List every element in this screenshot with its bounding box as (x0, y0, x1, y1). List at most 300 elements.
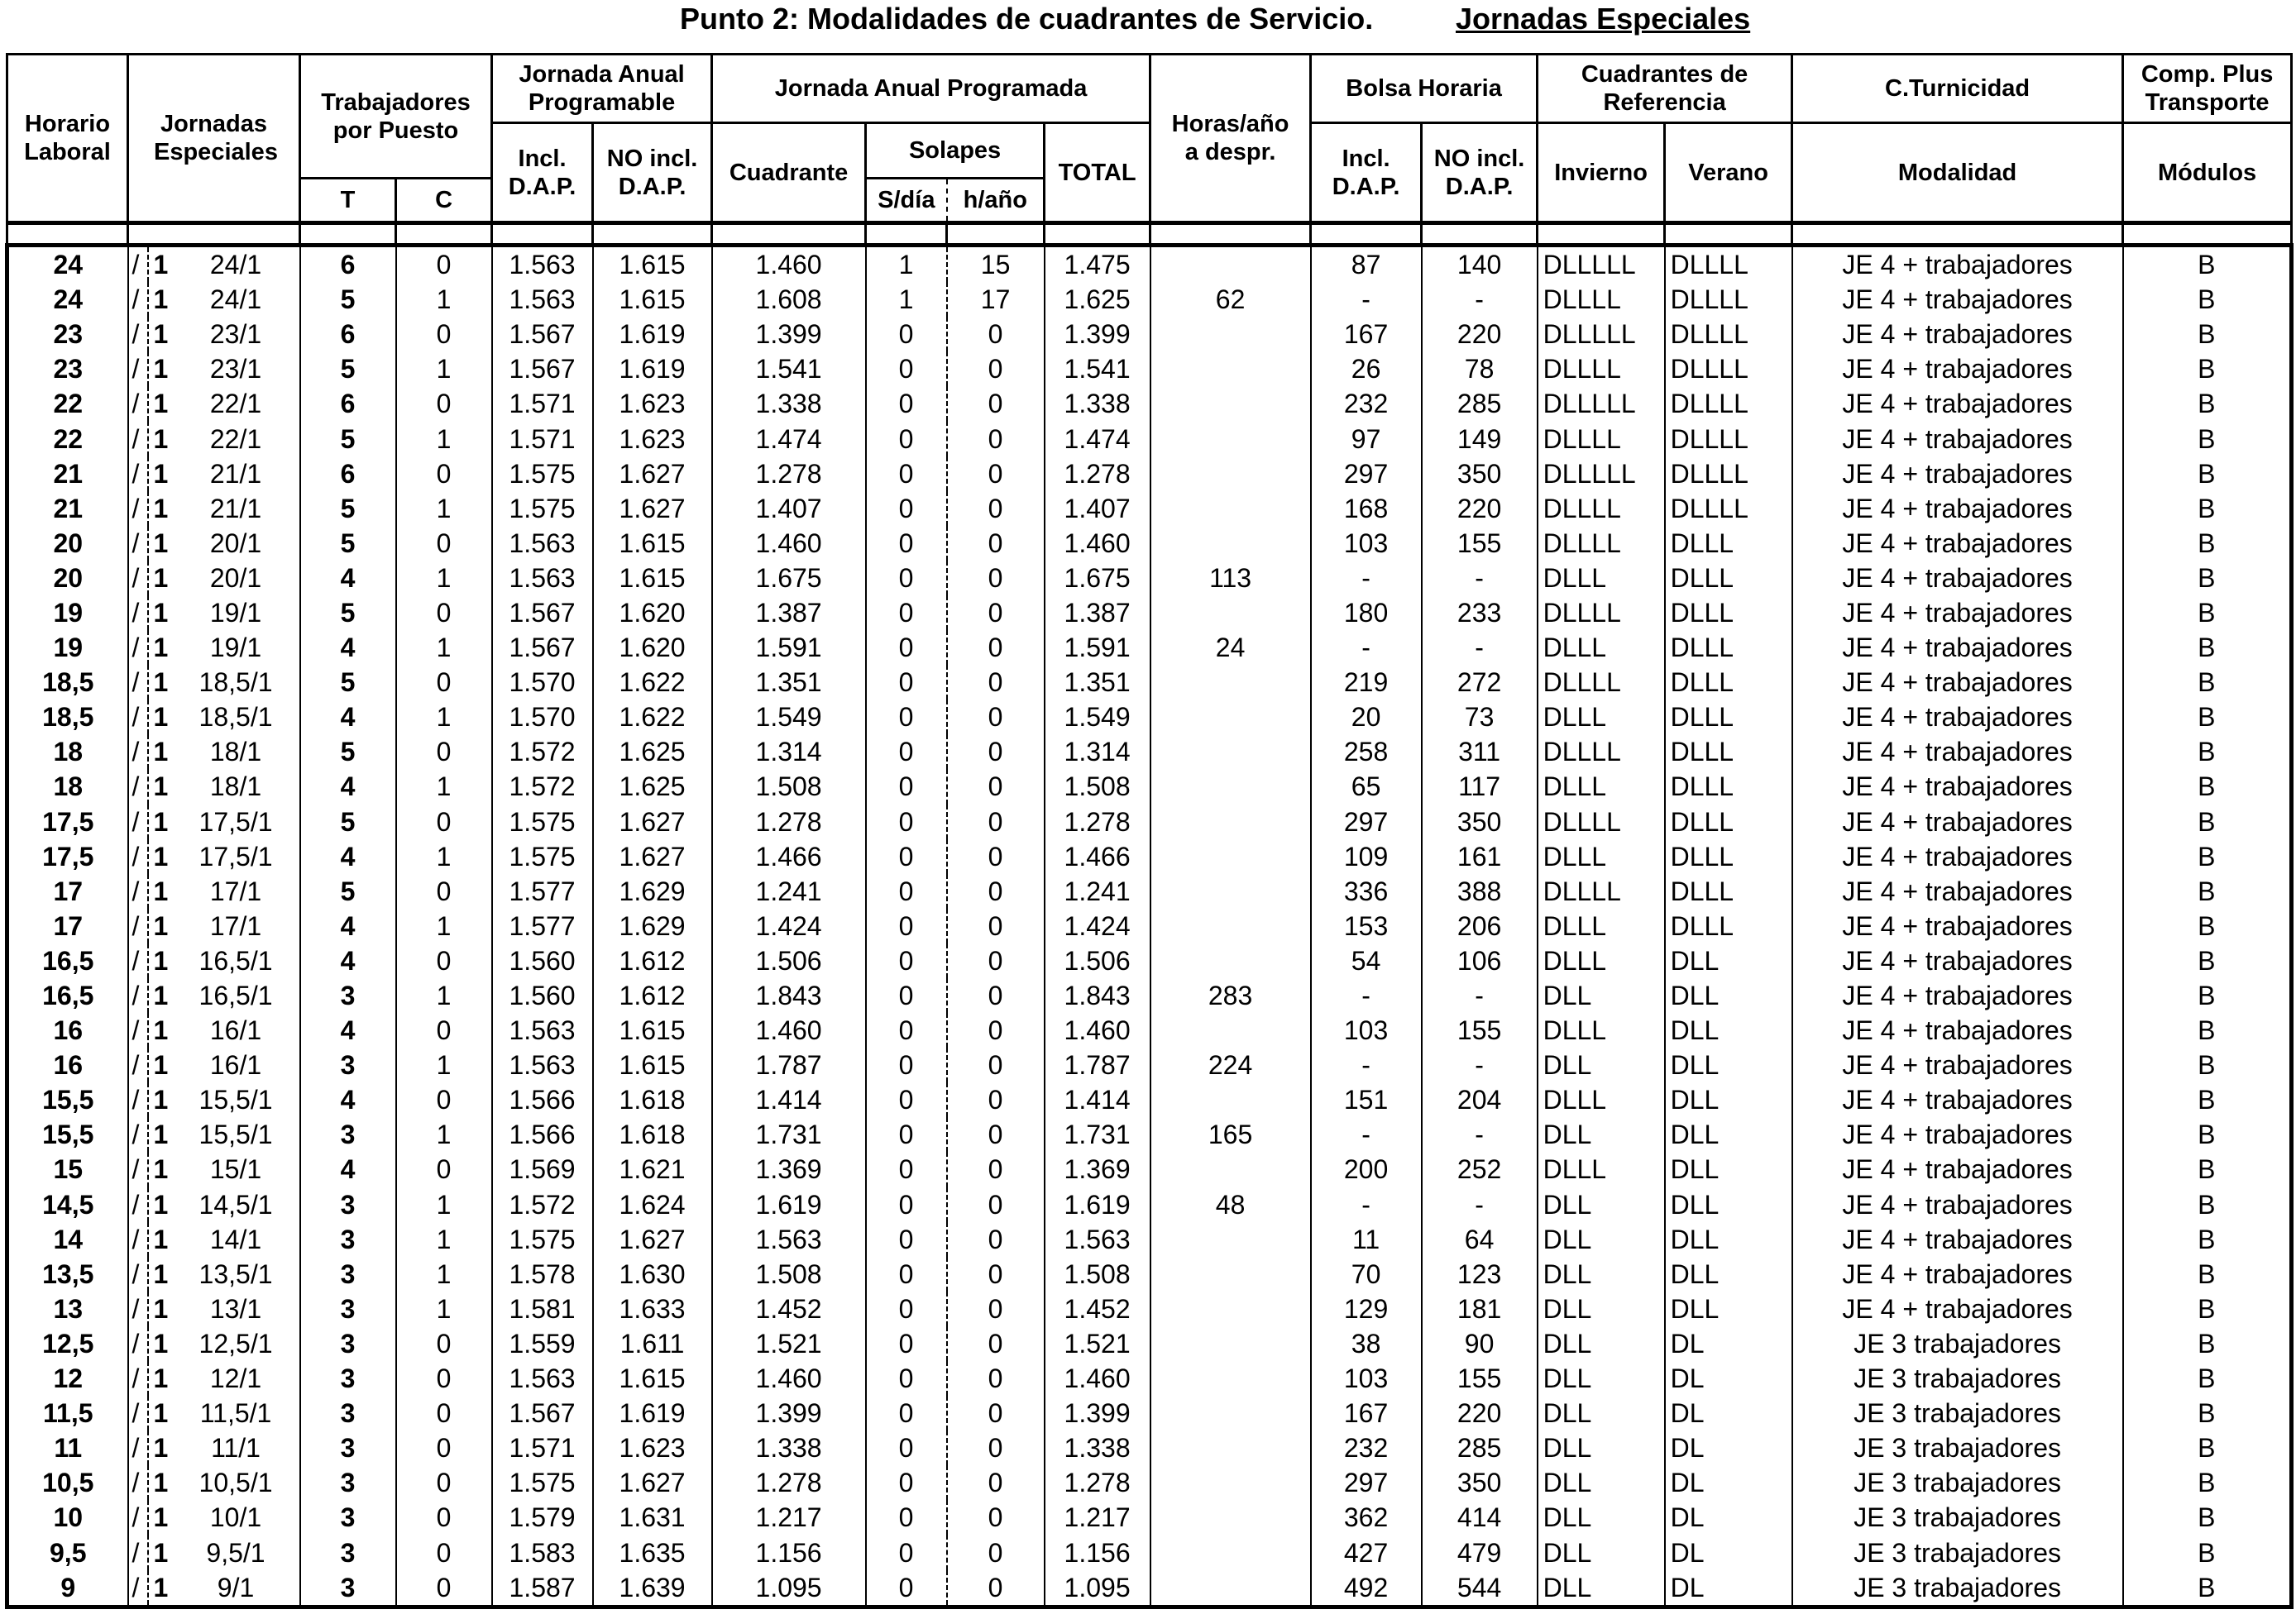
cell-bolsa-no-incl: 123 (1422, 1257, 1538, 1292)
cell-c: 1 (396, 769, 492, 804)
cell-t: 6 (300, 246, 396, 283)
cell-s-dia: 0 (866, 909, 947, 943)
cell-bolsa-no-incl: 64 (1422, 1222, 1538, 1257)
cell-c: 0 (396, 1500, 492, 1535)
cell-t: 3 (300, 1396, 396, 1430)
cell-horario: 11 (7, 1430, 128, 1465)
cell-total: 1.731 (1045, 1117, 1150, 1152)
cell-modulos: B (2123, 1535, 2292, 1569)
cell-bolsa-no-incl: 285 (1422, 1430, 1538, 1465)
cell-incl-dap: 1.581 (492, 1292, 593, 1326)
table-row (7, 1292, 2292, 1326)
cell-modalidad: JE 4 + trabajadores (1792, 665, 2123, 700)
cell-c: 0 (396, 1396, 492, 1430)
cell-bolsa-no-incl: 544 (1422, 1570, 1538, 1607)
cell-total: 1.521 (1045, 1326, 1150, 1361)
cell-horas-ano (1150, 456, 1311, 491)
cell-horas-ano (1150, 1013, 1311, 1048)
cell-horario: 13 (7, 1292, 128, 1326)
cell-horario: 16 (7, 1013, 128, 1048)
cell-horas-ano (1150, 1326, 1311, 1361)
cell-one: 1 (148, 1187, 173, 1222)
cell-slash: / (128, 805, 148, 839)
cell-bolsa-no-incl: 252 (1422, 1152, 1538, 1187)
cell-total: 1.351 (1045, 665, 1150, 700)
cell-total: 1.338 (1045, 1430, 1150, 1465)
cell-modulos: B (2123, 1570, 2292, 1607)
cell-modulos: B (2123, 351, 2292, 386)
cell-total: 1.399 (1045, 1396, 1150, 1430)
cell-s-dia: 0 (866, 1117, 947, 1152)
cell-slash: / (128, 978, 148, 1013)
cell-no-incl-dap: 1.639 (593, 1570, 712, 1607)
cell-incl-dap: 1.578 (492, 1257, 593, 1292)
cell-bolsa-incl: 232 (1311, 1430, 1422, 1465)
cell-modalidad: JE 4 + trabajadores (1792, 246, 2123, 283)
cell-no-incl-dap: 1.611 (593, 1326, 712, 1361)
cell-invierno: DLLL (1538, 1152, 1665, 1187)
cell-jornada: 23/1 (173, 351, 300, 386)
cell-bolsa-no-incl: 220 (1422, 317, 1538, 351)
cell-horas-ano (1150, 1396, 1311, 1430)
cell-jornada: 12/1 (173, 1361, 300, 1396)
cell-one: 1 (148, 1257, 173, 1292)
cell-total: 1.508 (1045, 1257, 1150, 1292)
cell-c: 0 (396, 1430, 492, 1465)
cell-cuadrante: 1.521 (712, 1326, 866, 1361)
table-row (7, 700, 2292, 734)
cell-one: 1 (148, 282, 173, 317)
cell-slash: / (128, 734, 148, 769)
cell-t: 3 (300, 978, 396, 1013)
cell-bolsa-no-incl: 388 (1422, 874, 1538, 909)
cell-c: 1 (396, 282, 492, 317)
header-t: T (300, 179, 396, 223)
cell-s-dia: 0 (866, 805, 947, 839)
cell-modulos: B (2123, 1048, 2292, 1082)
cell-h-ano: 0 (947, 1465, 1045, 1500)
table-row (7, 769, 2292, 804)
cell-one: 1 (148, 665, 173, 700)
header-jornadas: Jornadas Especiales (128, 55, 300, 223)
cell-incl-dap: 1.575 (492, 491, 593, 526)
cell-s-dia: 0 (866, 1152, 947, 1187)
cell-horario: 10 (7, 1500, 128, 1535)
cell-invierno: DLLLLL (1538, 456, 1665, 491)
cell-verano: DLLLL (1665, 386, 1792, 421)
cell-verano: DLL (1665, 1152, 1792, 1187)
cell-no-incl-dap: 1.619 (593, 351, 712, 386)
cell-slash: / (128, 317, 148, 351)
cell-jornada: 14/1 (173, 1222, 300, 1257)
cell-slash: / (128, 909, 148, 943)
cell-horario: 19 (7, 595, 128, 630)
cell-h-ano: 0 (947, 1082, 1045, 1117)
table-row (7, 421, 2292, 456)
cell-slash: / (128, 421, 148, 456)
cell-invierno: DLLL (1538, 909, 1665, 943)
cell-bolsa-no-incl: 479 (1422, 1535, 1538, 1569)
cell-cuadrante: 1.563 (712, 1222, 866, 1257)
cell-jornada: 16/1 (173, 1048, 300, 1082)
cell-s-dia: 0 (866, 665, 947, 700)
cell-modulos: B (2123, 1500, 2292, 1535)
cell-s-dia: 0 (866, 1257, 947, 1292)
cell-h-ano: 0 (947, 1222, 1045, 1257)
cell-incl-dap: 1.567 (492, 630, 593, 665)
header-horas-ano: Horas/año a despr. (1150, 55, 1311, 223)
cell-modulos: B (2123, 909, 2292, 943)
cell-one: 1 (148, 526, 173, 561)
cell-one: 1 (148, 595, 173, 630)
cell-one: 1 (148, 1500, 173, 1535)
cell-cuadrante: 1.452 (712, 1292, 866, 1326)
cell-jornada: 17/1 (173, 874, 300, 909)
cell-h-ano: 0 (947, 1187, 1045, 1222)
cell-total: 1.460 (1045, 1361, 1150, 1396)
cell-t: 3 (300, 1187, 396, 1222)
cell-t: 5 (300, 874, 396, 909)
cell-s-dia: 0 (866, 595, 947, 630)
header-solapes: Solapes (866, 123, 1045, 179)
cell-cuadrante: 1.787 (712, 1048, 866, 1082)
cell-cuadrante: 1.424 (712, 909, 866, 943)
table-body (7, 246, 2292, 1607)
cell-modulos: B (2123, 1465, 2292, 1500)
cell-modalidad: JE 4 + trabajadores (1792, 386, 2123, 421)
cell-horario: 20 (7, 561, 128, 595)
cell-horario: 11,5 (7, 1396, 128, 1430)
cell-invierno: DLL (1538, 1570, 1665, 1607)
cell-one: 1 (148, 1013, 173, 1048)
header-bolsa-horaria: Bolsa Horaria (1311, 55, 1538, 123)
cell-horas-ano (1150, 839, 1311, 874)
cell-modulos: B (2123, 1117, 2292, 1152)
cell-modalidad: JE 3 trabajadores (1792, 1570, 2123, 1607)
cell-one: 1 (148, 1082, 173, 1117)
cell-verano: DLL (1665, 1048, 1792, 1082)
cell-verano: DLLLL (1665, 491, 1792, 526)
cell-total: 1.414 (1045, 1082, 1150, 1117)
cell-verano: DLLLL (1665, 282, 1792, 317)
cell-slash: / (128, 1292, 148, 1326)
table-row (7, 1187, 2292, 1222)
header-bolsa-incl: Incl. D.A.P. (1311, 123, 1422, 223)
cell-h-ano: 0 (947, 1013, 1045, 1048)
cell-s-dia: 0 (866, 1187, 947, 1222)
cell-one: 1 (148, 351, 173, 386)
cell-jornada: 19/1 (173, 630, 300, 665)
cell-invierno: DLLLL (1538, 526, 1665, 561)
cell-h-ano: 0 (947, 1500, 1045, 1535)
cell-total: 1.843 (1045, 978, 1150, 1013)
cell-jornada: 10/1 (173, 1500, 300, 1535)
cell-no-incl-dap: 1.627 (593, 456, 712, 491)
cell-bolsa-incl: 297 (1311, 1465, 1422, 1500)
cell-invierno: DLLLL (1538, 734, 1665, 769)
cell-invierno: DLLLLL (1538, 246, 1665, 283)
cell-one: 1 (148, 909, 173, 943)
cell-cuadrante: 1.399 (712, 317, 866, 351)
cell-horas-ano: 62 (1150, 282, 1311, 317)
cell-jornada: 16,5/1 (173, 978, 300, 1013)
cell-verano: DL (1665, 1361, 1792, 1396)
cell-h-ano: 0 (947, 734, 1045, 769)
cell-t: 3 (300, 1117, 396, 1152)
cell-t: 3 (300, 1570, 396, 1607)
header-cuadrantes-ref: Cuadrantes de Referencia (1538, 55, 1792, 123)
cell-horario: 15 (7, 1152, 128, 1187)
cell-s-dia: 0 (866, 1013, 947, 1048)
cell-t: 3 (300, 1361, 396, 1396)
cell-jornada: 16,5/1 (173, 943, 300, 978)
cell-jornada: 22/1 (173, 421, 300, 456)
cell-total: 1.549 (1045, 700, 1150, 734)
cell-one: 1 (148, 246, 173, 283)
cell-horario: 19 (7, 630, 128, 665)
cell-t: 3 (300, 1257, 396, 1292)
cell-c: 0 (396, 665, 492, 700)
cell-verano: DLLL (1665, 805, 1792, 839)
cell-h-ano: 0 (947, 665, 1045, 700)
cell-slash: / (128, 1535, 148, 1569)
cell-invierno: DLLLL (1538, 874, 1665, 909)
cell-jornada: 18,5/1 (173, 700, 300, 734)
cell-total: 1.278 (1045, 805, 1150, 839)
cell-slash: / (128, 1152, 148, 1187)
cell-modulos: B (2123, 805, 2292, 839)
cell-verano: DLL (1665, 943, 1792, 978)
cell-h-ano: 0 (947, 456, 1045, 491)
cell-horas-ano (1150, 909, 1311, 943)
cell-no-incl-dap: 1.615 (593, 1361, 712, 1396)
cell-one: 1 (148, 1535, 173, 1569)
cell-total: 1.625 (1045, 282, 1150, 317)
cell-no-incl-dap: 1.619 (593, 1396, 712, 1430)
cell-slash: / (128, 1326, 148, 1361)
cell-incl-dap: 1.563 (492, 1048, 593, 1082)
header-trabajadores: Trabajadores por Puesto (300, 55, 492, 179)
table-row (7, 1500, 2292, 1535)
cell-h-ano: 0 (947, 943, 1045, 978)
cell-incl-dap: 1.572 (492, 769, 593, 804)
cell-slash: / (128, 1361, 148, 1396)
cell-bolsa-no-incl: - (1422, 1048, 1538, 1082)
cell-horas-ano: 224 (1150, 1048, 1311, 1082)
cell-modulos: B (2123, 839, 2292, 874)
cell-invierno: DLL (1538, 978, 1665, 1013)
cell-slash: / (128, 943, 148, 978)
cell-verano: DLLLL (1665, 421, 1792, 456)
cell-total: 1.314 (1045, 734, 1150, 769)
cell-horario: 22 (7, 386, 128, 421)
cell-invierno: DLL (1538, 1222, 1665, 1257)
cell-modalidad: JE 4 + trabajadores (1792, 769, 2123, 804)
cell-s-dia: 0 (866, 874, 947, 909)
cell-modulos: B (2123, 386, 2292, 421)
cell-bolsa-incl: 167 (1311, 1396, 1422, 1430)
cell-t: 5 (300, 595, 396, 630)
cell-t: 5 (300, 491, 396, 526)
table-row (7, 456, 2292, 491)
cell-c: 0 (396, 734, 492, 769)
cell-verano: DLLLL (1665, 456, 1792, 491)
cell-s-dia: 0 (866, 630, 947, 665)
cell-invierno: DLL (1538, 1535, 1665, 1569)
cell-jornada: 22/1 (173, 386, 300, 421)
cell-total: 1.095 (1045, 1570, 1150, 1607)
cell-no-incl-dap: 1.635 (593, 1535, 712, 1569)
cell-s-dia: 0 (866, 1396, 947, 1430)
cell-verano: DLLL (1665, 839, 1792, 874)
cell-no-incl-dap: 1.615 (593, 282, 712, 317)
cell-cuadrante: 1.407 (712, 491, 866, 526)
cell-c: 1 (396, 561, 492, 595)
cell-horas-ano (1150, 246, 1311, 283)
cell-modalidad: JE 4 + trabajadores (1792, 1222, 2123, 1257)
header-horario: Horario Laboral (7, 55, 128, 223)
cell-horario: 10,5 (7, 1465, 128, 1500)
cell-slash: / (128, 561, 148, 595)
cell-cuadrante: 1.541 (712, 351, 866, 386)
cell-t: 4 (300, 909, 396, 943)
cell-total: 1.460 (1045, 1013, 1150, 1048)
cell-slash: / (128, 386, 148, 421)
cell-no-incl-dap: 1.618 (593, 1082, 712, 1117)
cell-s-dia: 0 (866, 421, 947, 456)
table-row (7, 630, 2292, 665)
cell-cuadrante: 1.506 (712, 943, 866, 978)
cell-horas-ano: 165 (1150, 1117, 1311, 1152)
table-row (7, 386, 2292, 421)
cell-modulos: B (2123, 1396, 2292, 1430)
cell-t: 6 (300, 456, 396, 491)
cell-total: 1.508 (1045, 769, 1150, 804)
cell-cuadrante: 1.466 (712, 839, 866, 874)
cell-horario: 9,5 (7, 1535, 128, 1569)
cell-horario: 9 (7, 1570, 128, 1607)
cell-cuadrante: 1.278 (712, 805, 866, 839)
cell-invierno: DLL (1538, 1257, 1665, 1292)
header-verano: Verano (1665, 123, 1792, 223)
cell-cuadrante: 1.156 (712, 1535, 866, 1569)
cell-bolsa-incl: 219 (1311, 665, 1422, 700)
cell-bolsa-no-incl: 220 (1422, 491, 1538, 526)
cell-bolsa-no-incl: 414 (1422, 1500, 1538, 1535)
cell-invierno: DLLLL (1538, 491, 1665, 526)
cell-modulos: B (2123, 317, 2292, 351)
cell-bolsa-incl: 103 (1311, 1013, 1422, 1048)
cell-modalidad: JE 4 + trabajadores (1792, 1257, 2123, 1292)
cell-incl-dap: 1.563 (492, 1361, 593, 1396)
cell-h-ano: 0 (947, 1535, 1045, 1569)
table-row (7, 1013, 2292, 1048)
cell-h-ano: 0 (947, 1326, 1045, 1361)
cell-verano: DLL (1665, 1292, 1792, 1326)
cell-horas-ano (1150, 386, 1311, 421)
cell-s-dia: 0 (866, 734, 947, 769)
cell-total: 1.338 (1045, 386, 1150, 421)
cell-modulos: B (2123, 421, 2292, 456)
cell-c: 0 (396, 1082, 492, 1117)
cell-modulos: B (2123, 282, 2292, 317)
cell-verano: DLLL (1665, 909, 1792, 943)
cell-t: 4 (300, 1152, 396, 1187)
cell-cuadrante: 1.731 (712, 1117, 866, 1152)
header-incl-dap: Incl. D.A.P. (492, 123, 593, 223)
cell-jornada: 9,5/1 (173, 1535, 300, 1569)
cell-invierno: DLL (1538, 1292, 1665, 1326)
cell-incl-dap: 1.559 (492, 1326, 593, 1361)
cell-h-ano: 0 (947, 874, 1045, 909)
cell-one: 1 (148, 456, 173, 491)
cell-t: 5 (300, 526, 396, 561)
cell-one: 1 (148, 386, 173, 421)
cell-total: 1.407 (1045, 491, 1150, 526)
header-jornada-programable: Jornada Anual Programable (492, 55, 712, 123)
cell-s-dia: 0 (866, 769, 947, 804)
cell-slash: / (128, 526, 148, 561)
cell-bolsa-no-incl: 140 (1422, 246, 1538, 283)
cell-bolsa-no-incl: 285 (1422, 386, 1538, 421)
cell-incl-dap: 1.575 (492, 1222, 593, 1257)
cell-bolsa-incl: 109 (1311, 839, 1422, 874)
cell-h-ano: 0 (947, 909, 1045, 943)
cell-jornada: 18/1 (173, 734, 300, 769)
cell-t: 4 (300, 630, 396, 665)
cell-modulos: B (2123, 1152, 2292, 1187)
cell-cuadrante: 1.508 (712, 1257, 866, 1292)
cell-horas-ano (1150, 1361, 1311, 1396)
cell-horas-ano (1150, 1152, 1311, 1187)
cell-modalidad: JE 4 + trabajadores (1792, 1013, 2123, 1048)
cell-s-dia: 0 (866, 491, 947, 526)
cell-bolsa-incl: 151 (1311, 1082, 1422, 1117)
cell-invierno: DLLLL (1538, 421, 1665, 456)
cell-s-dia: 0 (866, 1292, 947, 1326)
cell-bolsa-no-incl: - (1422, 630, 1538, 665)
cell-one: 1 (148, 630, 173, 665)
cell-no-incl-dap: 1.620 (593, 630, 712, 665)
cell-bolsa-incl: 297 (1311, 805, 1422, 839)
cell-incl-dap: 1.563 (492, 282, 593, 317)
cell-horario: 14,5 (7, 1187, 128, 1222)
cell-one: 1 (148, 978, 173, 1013)
cell-horario: 12,5 (7, 1326, 128, 1361)
cell-no-incl-dap: 1.627 (593, 805, 712, 839)
cell-s-dia: 0 (866, 386, 947, 421)
cell-jornada: 17,5/1 (173, 805, 300, 839)
cell-one: 1 (148, 734, 173, 769)
table-gap (7, 223, 2292, 246)
table-row (7, 1570, 2292, 1607)
cell-no-incl-dap: 1.622 (593, 700, 712, 734)
cell-verano: DLL (1665, 1257, 1792, 1292)
cell-s-dia: 0 (866, 1082, 947, 1117)
cell-modalidad: JE 4 + trabajadores (1792, 1292, 2123, 1326)
cell-no-incl-dap: 1.623 (593, 386, 712, 421)
cell-modalidad: JE 4 + trabajadores (1792, 805, 2123, 839)
cell-s-dia: 1 (866, 282, 947, 317)
cell-h-ano: 0 (947, 421, 1045, 456)
cell-bolsa-incl: 153 (1311, 909, 1422, 943)
cell-s-dia: 0 (866, 839, 947, 874)
cell-incl-dap: 1.575 (492, 456, 593, 491)
cell-bolsa-incl: 97 (1311, 421, 1422, 456)
cell-bolsa-no-incl: - (1422, 282, 1538, 317)
cell-cuadrante: 1.095 (712, 1570, 866, 1607)
cell-h-ano: 0 (947, 1292, 1045, 1326)
